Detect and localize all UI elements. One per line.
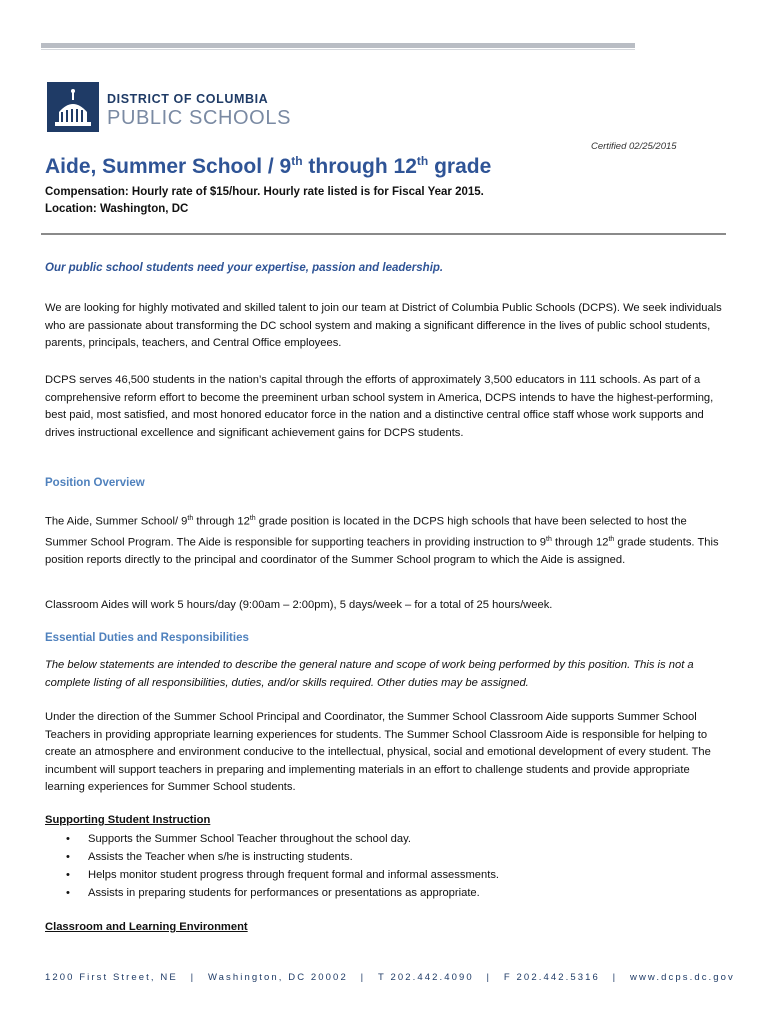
duties-paragraph: Under the direction of the Summer School Principal and Coordinator, the Summer School Classroom Aide supports Summer School Teachers in providing appropriate learning experiences for students. The Summer School Classroom Aide is responsible for helping to create an atmosphere and environment conducive to the intellectual, physical, social and emotional development of every student. The incumbent will support teachers in preparing and implementing materials in an effort to challenge students and provide appropriate learning experiences for Summer School students. [45,711,711,793]
text-run: grade position is located in the DCPS high schools that have been selected to host the Summer School Program. The Aide is responsible for supporting teachers in providing instruction to 9 [45,515,687,549]
compensation-line: Compensation: Hourly rate of $15/hour. Hourly rate listed is for Fiscal Year 2015. [45,186,484,198]
classroom-environment-heading: Classroom and Learning Environment [45,921,248,933]
intro-paragraph: DCPS serves 46,500 students in the nation’s capital through the efforts of approximately 3,500 educators in 111 schools. As part of a comprehensive reform effort to become the preeminent urban school system in America, DCPS intends to have the highest-performing, best paid, most satisfied, and most honored educator force in the nation and a distinctive central office staff whose work supports and drives instructional excellence and significant achievement gains for DCPS students. [45,374,714,439]
certified-date: Certified 02/25/2015 [591,141,677,152]
text-run: through 12 [551,536,609,549]
title-part: grade [428,155,492,178]
list-item: • Supports the Summer School Teacher throughout the school day. [60,830,499,848]
dcps-logo [47,82,307,132]
footer-separator: | [360,972,366,983]
list-item: • Assists in preparing students for performances or presentations as appropriate. [60,884,499,902]
footer-city: Washington, DC 20002 [207,972,348,983]
footer-fax: F 202.442.5316 [503,972,600,983]
page-footer [45,972,735,983]
supporting-instruction-heading: Supporting Student Instruction [45,814,211,826]
section-divider [41,233,726,235]
duties-heading: Essential Duties and Responsibilities [45,632,249,644]
footer-separator: | [486,972,492,983]
supporting-instruction-list [60,830,499,902]
text-sup: th [187,515,194,522]
text-sup: th [608,536,615,544]
text-sup: th [546,536,552,544]
duties-disclaimer: The below statements are intended to describe the general nature and scope of work being performed by this position. This is not a complete listing of all responsibilities, duties, and/or skills required. Other duties may be assigned. [45,659,694,689]
location-line: Location: Washington, DC [45,203,189,215]
list-item: • Assists the Teacher when s/he is instructing students. [60,848,499,866]
logo-line-public-schools: PUBLIC SCHOOLS [107,107,292,129]
header-rule [41,43,635,48]
footer-phone: T 202.442.4090 [377,972,474,983]
text-run: through 12 [193,515,250,528]
header-rule-thin [41,49,635,50]
footer-separator: | [190,972,196,983]
title-sup: th [291,154,303,168]
text-run: grade students. This position reports directly to the principal and coordinator of the Summer School program to which the Aide is assigned. [45,536,719,567]
position-overview-paragraph [45,510,729,570]
list-item: • Helps monitor student progress through frequent formal and informal assessments. [60,866,499,884]
intro-paragraph: We are looking for highly motivated and skilled talent to join our team at District of Columbia Public Schools (DCPS). We seek individuals who are passionate about transforming the DC school system and making a significant difference in the lives of public school students, parents, principals, teachers, and Central Office employees. [45,302,722,349]
footer-address: 1200 First Street, NE [45,972,178,983]
hours-paragraph: Classroom Aides will work 5 hours/day (9:00am – 2:00pm), 5 days/week – for a total of 25 hours/week. [45,599,553,611]
text-sup: th [249,515,256,522]
footer-separator: | [612,972,618,983]
footer-website: www.dcps.dc.gov [630,972,735,983]
title-part: Aide, Summer School / 9 [45,155,292,178]
title-sup: th [416,154,429,168]
logo-line-district: DISTRICT OF COLUMBIA [107,92,269,106]
capitol-dome-icon [47,82,99,132]
tagline: Our public school students need your expertise, passion and leadership. [45,262,444,274]
page-title [45,154,491,179]
title-part: through 12 [302,155,417,178]
text-run: The Aide, Summer School/ 9 [45,515,188,528]
position-overview-heading: Position Overview [45,477,145,489]
